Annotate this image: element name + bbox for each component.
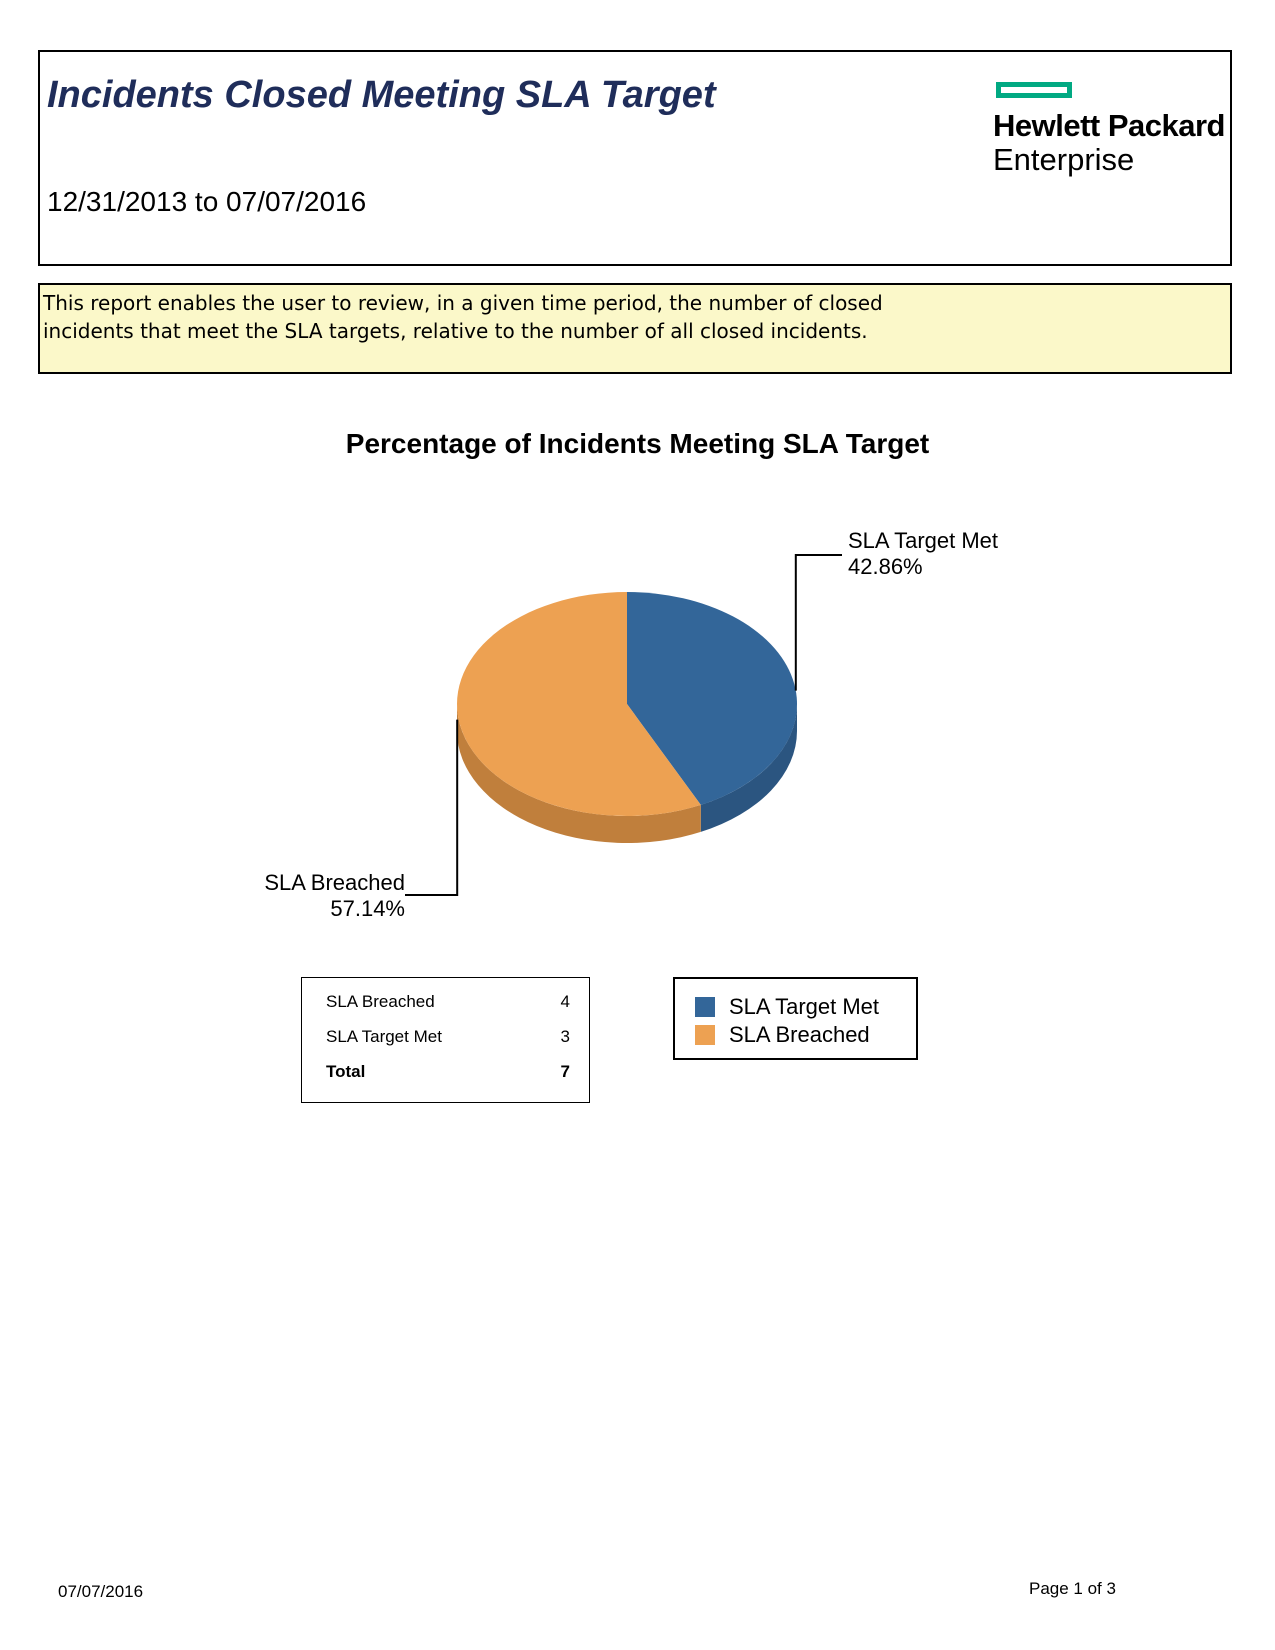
pie-label-name: SLA Target Met [848,528,999,553]
total-value: 7 [560,1062,570,1081]
leader-line-target-met [796,555,842,691]
row-label: SLA Target Met [326,1027,442,1046]
chart-legend [673,977,918,1060]
table-total-row [326,1062,570,1086]
legend-item-breached [695,1022,915,1048]
pie-label-name: SLA Breached [264,870,405,895]
date-range: 12/31/2013 to 07/07/2016 [47,186,367,217]
report-description: This report enables the user to review, in a given time period, the number of closed incidents that meet the SLA targets, relative to the number of all closed incidents. [43,291,883,343]
legend-swatch [695,1025,715,1045]
pie-label-target-met [848,528,998,580]
chart-title: Percentage of Incidents Meeting SLA Target [345,428,930,459]
row-value: 3 [560,1027,570,1046]
pie-label-percent: 57.14% [330,896,405,921]
legend-label: SLA Breached [729,1022,870,1047]
summary-table [301,977,590,1103]
legend-swatch [695,997,715,1017]
logo-text-line1: Hewlett Packard [993,108,1225,143]
leader-line-breached [405,720,457,895]
footer-date: 07/07/2016 [58,1582,144,1601]
table-row [326,992,570,1016]
legend-label: SLA Target Met [729,994,880,1019]
total-label: Total [326,1062,366,1081]
pie-label-breached [240,870,405,922]
logo-text-line2: Enterprise [993,142,1135,177]
report-title: Incidents Closed Meeting SLA Target [47,74,716,116]
table-row [326,1027,570,1051]
page-number: Page 1 of 3 [1029,1579,1116,1598]
legend-item-target-met [695,994,915,1020]
row-value: 4 [560,992,570,1011]
pie-label-percent: 42.86% [848,554,923,579]
row-label: SLA Breached [326,992,435,1011]
